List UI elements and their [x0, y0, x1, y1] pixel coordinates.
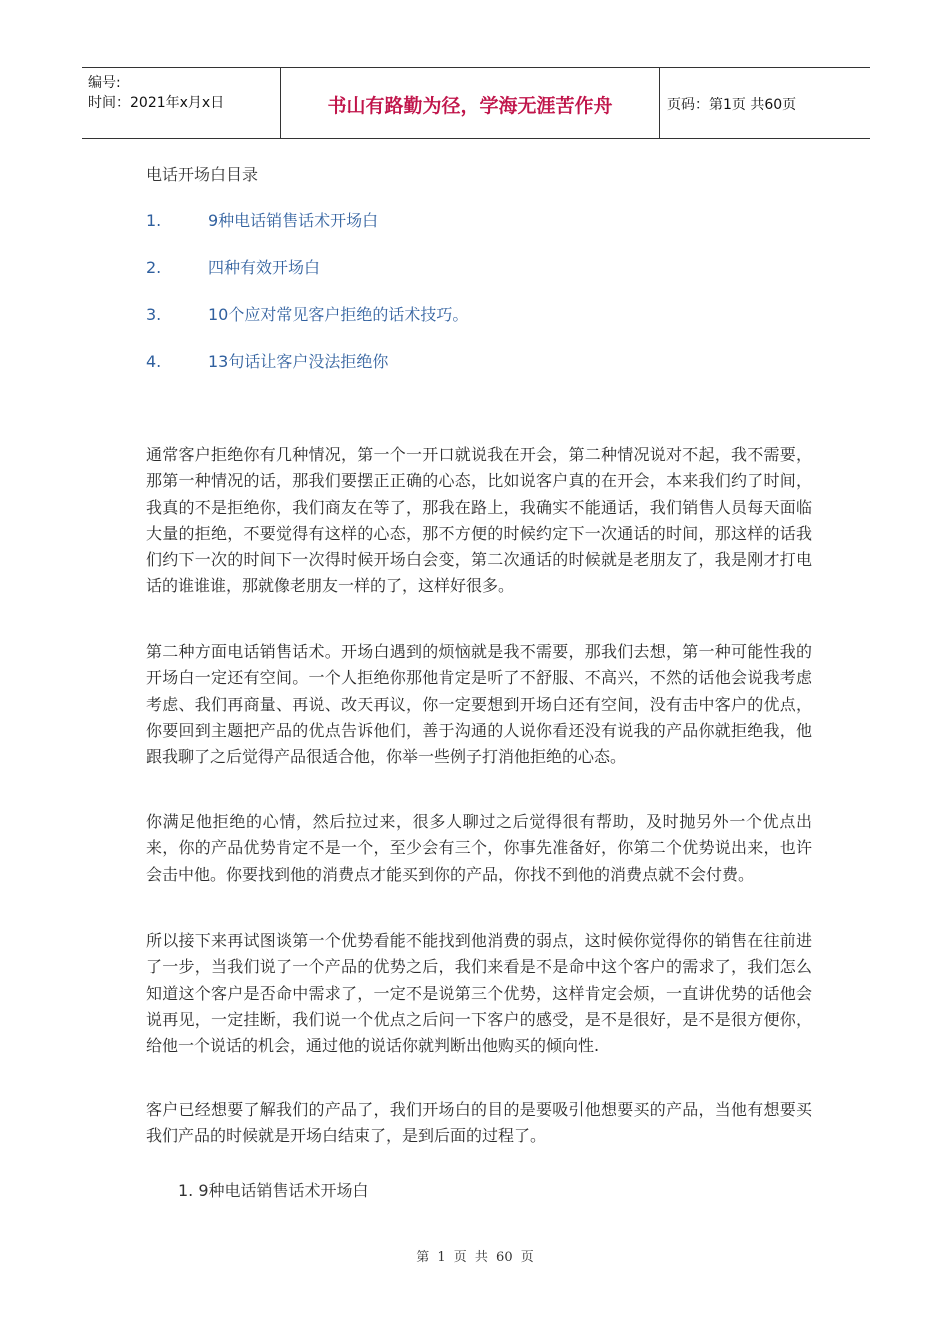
page-footer: 第 1 页 共 60 页	[416, 1250, 534, 1265]
toc-item-number: 3.	[146, 305, 162, 324]
toc-item-label: 13句话让客户没法拒绝你	[208, 352, 389, 371]
document-number-label: 编号:	[88, 75, 121, 91]
table-of-contents	[146, 208, 468, 396]
header-table	[82, 67, 870, 139]
body-paragraph: 第二种方面电话销售话术。开场白遇到的烦恼就是我不需要，那我们去想，第一种可能性我的开场白一定还有空间。一个人拒绝你那他肯定是听了不舒服、不高兴，不然的话他会说我考虑考虑、我们再商量、再说、改天再议，你一定要想到开场白还有空间，没有击中客户的优点，你要回到主题把产品的优点告诉他们，善于沟通的人说你看还没有说我的产品你就拒绝我，他跟我聊了之后觉得产品很适合他，你举一些例子打消他拒绝的心态。	[146, 642, 812, 767]
toc-item-label: 四种有效开场白	[208, 258, 321, 277]
header-info-cell	[82, 68, 280, 138]
toc-item-number: 1.	[146, 211, 162, 230]
header-motto-cell	[280, 68, 660, 138]
toc-item[interactable]	[146, 302, 468, 349]
toc-item-number: 4.	[146, 352, 162, 371]
toc-title: 电话开场白目录	[146, 165, 259, 184]
date-label: 时间：2021年x月x日	[88, 95, 225, 111]
header-page-cell	[659, 68, 870, 138]
toc-item[interactable]	[146, 349, 468, 396]
toc-item[interactable]	[146, 208, 468, 255]
body-paragraph: 通常客户拒绝你有几种情况，第一个一开口就说我在开会，第二种情况说对不起，我不需要，那第一种情况的话，那我们要摆正正确的心态，比如说客户真的在开会，本来我们约了时间，我真的不是拒绝你，我们商友在等了，那我在路上，我确实不能通话，我们销售人员每天面临大量的拒绝，不要觉得有这样的心态，那不方便的时候约定下一次通话的时间，那这样的话我们约下一次的时间下一次得时候开场白会变，第二次通话的时候就是老朋友了，我是刚才打电话的谁谁谁，那就像老朋友一样的了，这样好很多。	[146, 445, 812, 596]
page-number-label: 页码：第1页 共60页	[667, 97, 797, 113]
toc-item-label: 9种电话销售话术开场白	[208, 211, 379, 230]
body-paragraph: 客户已经想要了解我们的产品了，我们开场白的目的是要吸引他想要买的产品，当他有想要买我们产品的时候就是开场白结束了，是到后面的过程了。	[146, 1100, 812, 1146]
toc-item-number: 2.	[146, 258, 162, 277]
motto-text: 书山有路勤为径，学海无涯苦作舟	[327, 95, 613, 117]
body-paragraph: 所以接下来再试图谈第一个优势看能不能找到他消费的弱点，这时候你觉得你的销售在往前进了一步，当我们说了一个产品的优势之后，我们来看是不是命中这个客户的需求了，我们怎么知道这个客户是否命中需求了，一定不是说第三个优势，这样肯定会烦，一直讲优势的话他会说再见，一定挂断，我们说一个优点之后问一下客户的感受，是不是很好，是不是很方便你，给他一个说话的机会，通过他的说话你就判断出他购买的倾向性.	[146, 931, 812, 1056]
section-heading: 1. 9种电话销售话术开场白	[178, 1181, 369, 1200]
toc-item-label: 10个应对常见客户拒绝的话术技巧。	[208, 305, 469, 324]
toc-item[interactable]	[146, 255, 468, 302]
body-paragraph: 你满足他拒绝的心情，然后拉过来，很多人聊过之后觉得很有帮助，及时抛另外一个优点出来，你的产品优势肯定不是一个，至少会有三个，你事先准备好，你第二个优势说出来，也许会击中他。你要找到他的消费点才能买到你的产品，你找不到他的消费点就不会付费。	[146, 812, 812, 884]
